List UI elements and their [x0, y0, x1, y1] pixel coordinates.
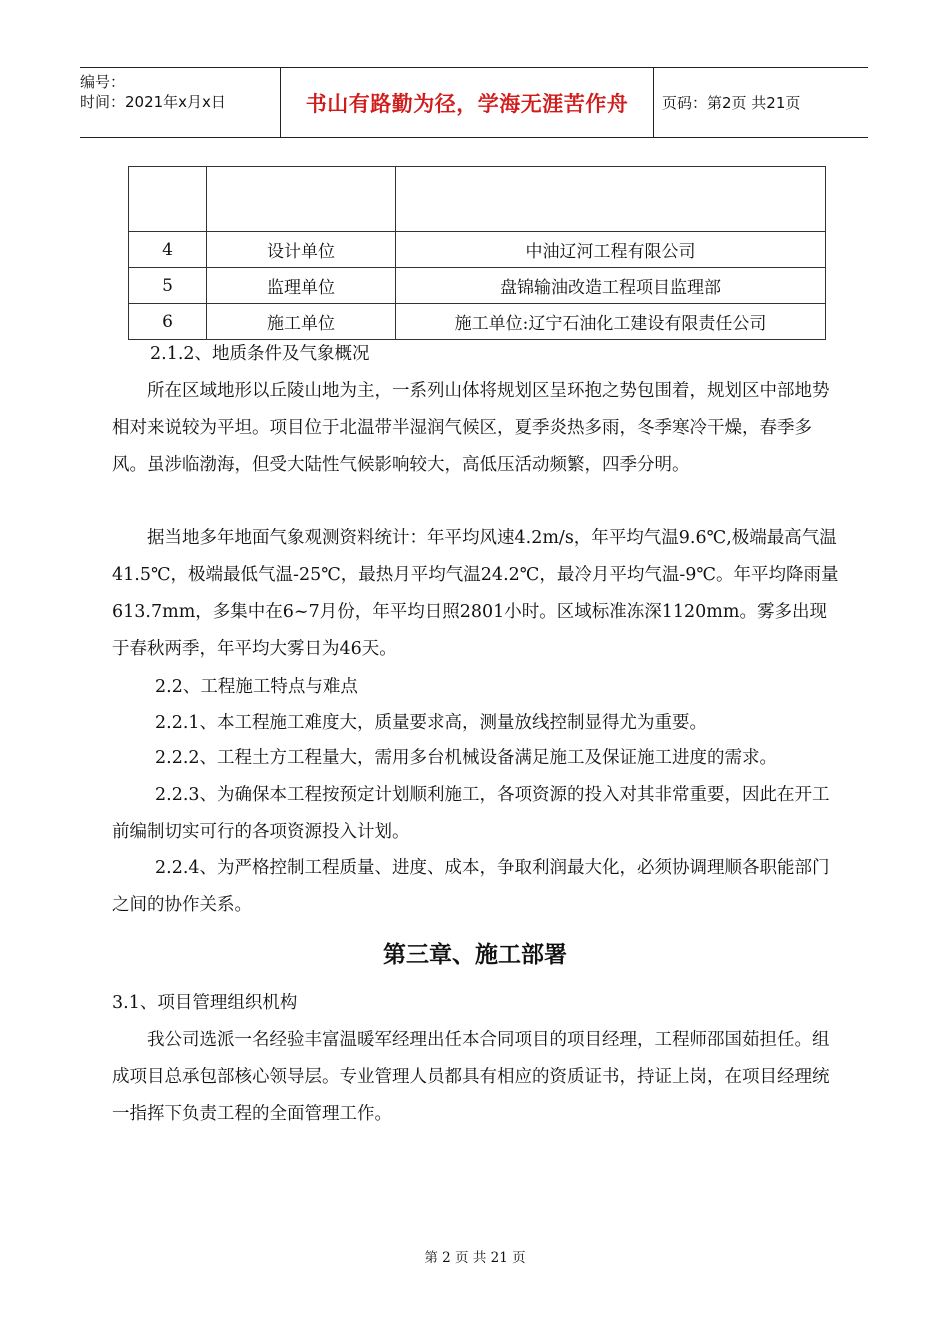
section-heading-3-1: 3.1、项目管理组织机构 — [112, 993, 298, 1013]
header-motto: 书山有路勤为径，学海无涯苦作舟 — [305, 91, 629, 116]
header-date-label: 时间：2021年x月x日 — [80, 93, 226, 111]
paragraph-climate: 据当地多年地面气象观测资料统计：年平均风速4.2m/s，年平均气温9.6℃,极端最高气温41.5℃，极端最低气温-25℃，最热月平均气温24.2℃，最冷月平均气温-9℃。年平均降雨量613.7mm，多集中在6~7月份，年平均日照2801小时。区域标准冻深1120mm。雾多出现于春秋两季，年平均大雾日为46天。 — [112, 528, 839, 659]
table-cell-org: 施工单位:辽宁石油化工建设有限责任公司 — [396, 304, 826, 340]
paragraph-2-2-1: 2.2.1、本工程施工难度大，质量要求高，测量放线控制显得尤为重要。 — [155, 713, 708, 733]
header-motto-cell — [280, 68, 654, 137]
paragraph-2-2-2: 2.2.2、工程土方工程量大，需用多台机械设备满足施工及保证施工进度的需求。 — [155, 748, 778, 768]
table-cell-role: 设计单位 — [207, 232, 396, 268]
paragraph-geology: 所在区域地形以丘陵山地为主，一系列山体将规划区呈环抱之势包围着，规划区中部地势相对来说较为平坦。项目位于北温带半湿润气候区，夏季炎热多雨，冬季寒冷干燥，春季多风。虽涉临渤海，但受大陆性气候影响较大，高低压活动频繁，四季分明。 — [112, 381, 830, 475]
header-left — [80, 68, 280, 141]
project-units-table — [128, 166, 826, 340]
section-heading-2-1-2: 2.1.2、地质条件及气象概况 — [150, 344, 370, 364]
table-row — [129, 268, 826, 304]
page-header — [80, 67, 868, 138]
paragraph-3-1: 我公司选派一名经验丰富温暖军经理出任本合同项目的项目经理，工程师邵国茹担任。组成项目总承包部核心领导层。专业管理人员都具有相应的资质证书，持证上岗，在项目经理统一指挥下负责工程的全面管理工作。 — [112, 1030, 830, 1124]
table-cell-org: 盘锦输油改造工程项目监理部 — [396, 268, 826, 304]
paragraph-2-2-4: 2.2.4、为严格控制工程质量、进度、成本，争取利润最大化，必须协调理顺各职能部门之间的协作关系。 — [112, 858, 830, 915]
section-heading-2-2: 2.2、工程施工特点与难点 — [155, 677, 358, 697]
table-cell-org: 中油辽河工程有限公司 — [396, 232, 826, 268]
table-cell-role: 施工单位 — [207, 304, 396, 340]
table-row — [129, 304, 826, 340]
table-cell — [396, 167, 826, 232]
table-cell — [207, 167, 396, 232]
table-cell — [129, 167, 207, 232]
table-row — [129, 232, 826, 268]
header-page-info — [662, 68, 868, 137]
header-page-label: 页码：第2页 共21页 — [662, 94, 801, 112]
table-cell-no: 4 — [129, 232, 207, 268]
table-row-empty — [129, 167, 826, 232]
table-cell-role: 监理单位 — [207, 268, 396, 304]
page-footer: 第 2 页 共 21 页 — [424, 1250, 526, 1266]
table-cell-no: 5 — [129, 268, 207, 304]
chapter-title: 第三章、施工部署 — [383, 941, 567, 968]
header-number-label: 编号： — [80, 73, 126, 91]
paragraph-2-2-3: 2.2.3、为确保本工程按预定计划顺利施工，各项资源的投入对其非常重要，因此在开工前编制切实可行的各项资源投入计划。 — [112, 785, 830, 842]
table-cell-no: 6 — [129, 304, 207, 340]
